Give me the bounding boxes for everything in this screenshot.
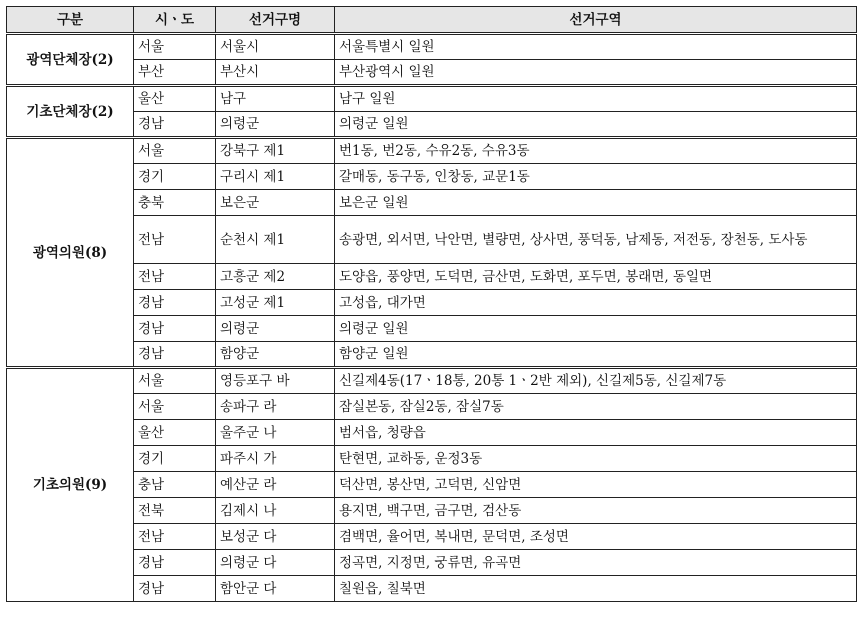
- table-row: [7, 60, 857, 86]
- header-sido: 시ㆍ도: [134, 7, 216, 34]
- table-row: [7, 472, 857, 498]
- table-row: [7, 138, 857, 164]
- table-row: [7, 34, 857, 60]
- table-row: [7, 264, 857, 290]
- table-row: [7, 446, 857, 472]
- sido-cell: 울산: [134, 420, 216, 446]
- sido-cell: 경기: [134, 164, 216, 190]
- sido-cell: 경남: [134, 316, 216, 342]
- sido-cell: 서울: [134, 394, 216, 420]
- table-row: [7, 316, 857, 342]
- header-category: 구분: [7, 7, 134, 34]
- table-body: [7, 34, 857, 602]
- district-area-cell: 신길제4동(17ㆍ18통, 20통 1ㆍ2반 제외), 신길제5동, 신길제7동: [335, 368, 857, 394]
- sido-cell: 서울: [134, 34, 216, 60]
- election-district-table: [6, 6, 857, 602]
- district-name-cell: 의령군 다: [216, 550, 335, 576]
- sido-cell: 부산: [134, 60, 216, 86]
- sido-cell: 경남: [134, 550, 216, 576]
- table-row: [7, 576, 857, 602]
- district-area-cell: 의령군 일원: [335, 316, 857, 342]
- district-name-cell: 강북구 제1: [216, 138, 335, 164]
- district-name-cell: 함양군: [216, 342, 335, 368]
- sido-cell: 서울: [134, 138, 216, 164]
- district-area-cell: 칠원읍, 칠북면: [335, 576, 857, 602]
- category-cell: 기초단체장(2): [7, 86, 134, 138]
- table-row: [7, 420, 857, 446]
- district-area-cell: 의령군 일원: [335, 112, 857, 138]
- district-area-cell: 덕산면, 봉산면, 고덕면, 신암면: [335, 472, 857, 498]
- district-name-cell: 영등포구 바: [216, 368, 335, 394]
- district-area-cell: 번1동, 번2동, 수유2동, 수유3동: [335, 138, 857, 164]
- table-row: [7, 216, 857, 264]
- district-area-cell: 범서읍, 청량읍: [335, 420, 857, 446]
- table-row: [7, 190, 857, 216]
- table-row: [7, 342, 857, 368]
- sido-cell: 전남: [134, 216, 216, 264]
- table-row: [7, 290, 857, 316]
- district-name-cell: 서울시: [216, 34, 335, 60]
- district-area-cell: 용지면, 백구면, 금구면, 검산동: [335, 498, 857, 524]
- category-cell: 광역의원(8): [7, 138, 134, 368]
- sido-cell: 울산: [134, 86, 216, 112]
- district-area-cell: 잠실본동, 잠실2동, 잠실7동: [335, 394, 857, 420]
- table-row: [7, 112, 857, 138]
- district-area-cell: 겸백면, 율어면, 복내면, 문덕면, 조성면: [335, 524, 857, 550]
- sido-cell: 전북: [134, 498, 216, 524]
- sido-cell: 경남: [134, 342, 216, 368]
- district-name-cell: 구리시 제1: [216, 164, 335, 190]
- district-area-cell: 고성읍, 대가면: [335, 290, 857, 316]
- header-district-name: 선거구명: [216, 7, 335, 34]
- district-name-cell: 보은군: [216, 190, 335, 216]
- district-name-cell: 송파구 라: [216, 394, 335, 420]
- district-name-cell: 김제시 나: [216, 498, 335, 524]
- district-area-cell: 도양읍, 풍양면, 도덕면, 금산면, 도화면, 포두면, 봉래면, 동일면: [335, 264, 857, 290]
- table-row: [7, 524, 857, 550]
- district-name-cell: 보성군 다: [216, 524, 335, 550]
- district-area-cell: 함양군 일원: [335, 342, 857, 368]
- sido-cell: 충북: [134, 190, 216, 216]
- table-row: [7, 498, 857, 524]
- table-row: [7, 394, 857, 420]
- header-row: [7, 7, 857, 34]
- district-area-cell: 부산광역시 일원: [335, 60, 857, 86]
- sido-cell: 서울: [134, 368, 216, 394]
- district-name-cell: 부산시: [216, 60, 335, 86]
- table-row: [7, 550, 857, 576]
- sido-cell: 전남: [134, 524, 216, 550]
- table-row: [7, 164, 857, 190]
- district-name-cell: 예산군 라: [216, 472, 335, 498]
- sido-cell: 경남: [134, 112, 216, 138]
- district-area-cell: 서울특별시 일원: [335, 34, 857, 60]
- table-row: [7, 368, 857, 394]
- category-cell: 기초의원(9): [7, 368, 134, 602]
- district-area-cell: 남구 일원: [335, 86, 857, 112]
- district-name-cell: 고성군 제1: [216, 290, 335, 316]
- district-area-cell: 갈매동, 동구동, 인창동, 교문1동: [335, 164, 857, 190]
- district-name-cell: 함안군 다: [216, 576, 335, 602]
- sido-cell: 전남: [134, 264, 216, 290]
- district-name-cell: 의령군: [216, 112, 335, 138]
- sido-cell: 경남: [134, 576, 216, 602]
- table-row: [7, 86, 857, 112]
- district-name-cell: 파주시 가: [216, 446, 335, 472]
- district-name-cell: 남구: [216, 86, 335, 112]
- district-area-cell: 탄현면, 교하동, 운정3동: [335, 446, 857, 472]
- district-area-cell: 정곡면, 지정면, 궁류면, 유곡면: [335, 550, 857, 576]
- district-area-cell: 송광면, 외서면, 낙안면, 별량면, 상사면, 풍덕동, 남제동, 저전동, 장천동, 도사동: [335, 216, 857, 264]
- district-name-cell: 순천시 제1: [216, 216, 335, 264]
- district-name-cell: 고흥군 제2: [216, 264, 335, 290]
- sido-cell: 충남: [134, 472, 216, 498]
- district-name-cell: 울주군 나: [216, 420, 335, 446]
- district-name-cell: 의령군: [216, 316, 335, 342]
- category-cell: 광역단체장(2): [7, 34, 134, 86]
- sido-cell: 경남: [134, 290, 216, 316]
- header-district-area: 선거구역: [335, 7, 857, 34]
- sido-cell: 경기: [134, 446, 216, 472]
- district-area-cell: 보은군 일원: [335, 190, 857, 216]
- table-header: [7, 7, 857, 34]
